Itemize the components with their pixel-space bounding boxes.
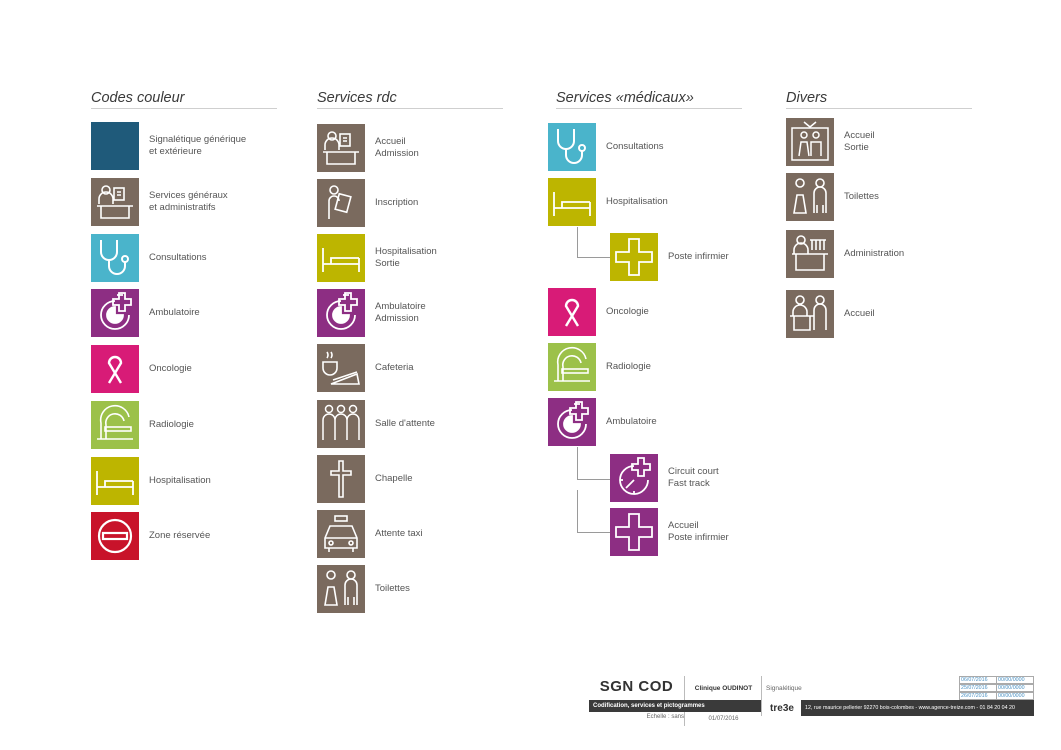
list-item [91,457,211,505]
administration-icon [786,230,834,278]
scale: Echelle : sans [646,714,684,720]
item-label: Services généraux et administratifs [149,190,228,213]
taxi-icon [317,510,365,558]
item-label: Circuit court Fast track [668,466,719,489]
stethoscope-icon [91,234,139,282]
item-label: Administration [844,248,905,259]
list-item [610,454,719,502]
bed-icon [548,178,596,226]
exit-icon [786,118,834,166]
item-label: Ambulatoire Admission [375,301,426,324]
list-item [317,455,413,503]
list-item [91,401,194,449]
item-label: Attente taxi [375,528,423,539]
item-label: Accueil Sortie [844,130,875,153]
list-item [786,290,875,338]
item-label: Radiologie [606,361,651,372]
connector-line [577,490,610,533]
list-item [317,124,419,172]
revision-code: 00/00/0000 [996,676,1034,684]
list-item [786,230,904,278]
item-label: Hospitalisation Sortie [375,246,437,269]
item-label: Signalétique générique et extérieure [149,134,247,157]
item-label: Chapelle [375,473,413,484]
toilets-icon [786,173,834,221]
connector-line [577,227,610,258]
color-swatch [91,122,139,170]
ambulatory-icon [548,398,596,446]
revision-date: 26/07/2016 [959,692,996,700]
revision-row [959,676,1034,684]
column-title: Services rdc [317,90,503,109]
medical-cross-icon [610,233,658,281]
revision-row [959,684,1034,692]
item-label: Consultations [606,141,664,152]
list-item [610,508,729,556]
bed-icon [91,457,139,505]
revision-row [959,692,1034,700]
stethoscope-icon [548,123,596,171]
no-entry-icon [91,512,139,560]
item-label: Accueil Poste infirmier [668,520,729,543]
waiting-room-icon [317,400,365,448]
item-label: Hospitalisation [149,475,211,486]
column-title: Codes couleur [91,90,277,109]
document-date: 01/07/2016 [684,712,762,726]
item-label: Accueil Admission [375,136,419,159]
desk-person-icon [317,124,365,172]
column-codes-couleur [91,90,277,541]
item-label: Cafeteria [375,362,414,373]
list-item [548,343,651,391]
radiology-icon [548,343,596,391]
revision-date: 25/07/2016 [959,684,996,692]
list-item [786,173,879,221]
list-item [317,179,418,227]
item-label: Consultations [149,252,207,263]
item-label: Hospitalisation [606,196,668,207]
fast-track-icon [610,454,658,502]
column-divers [786,90,972,319]
radiology-icon [91,401,139,449]
item-label: Poste infirmier [668,251,729,262]
ambulatory-icon [91,289,139,337]
agency-logo: tre3e [761,700,802,716]
client-name: Clinique OUDINOT [684,676,762,700]
list-item [548,178,668,226]
item-label: Toilettes [375,583,410,594]
list-item [91,512,210,560]
column-services-rdc [317,90,503,594]
document-code: SGN COD [599,678,674,695]
revision-table [959,676,1034,700]
document-type: Signalétique [761,676,866,700]
ribbon-icon [91,345,139,393]
item-label: Inscription [375,197,419,208]
item-label: Accueil [844,308,875,319]
list-item [91,345,192,393]
list-item [786,118,875,166]
list-item [317,234,437,282]
column-title: Services «médicaux» [556,90,742,109]
item-label: Ambulatoire [606,416,657,427]
connector-line [577,447,610,480]
desk-person-icon [91,178,139,226]
agency-address: 12, rue maurice pellerier 92270 bois-colombes - www.agence-treize.com - 01 84 20 04 20 [801,700,1034,716]
list-item [548,398,657,446]
item-label: Zone réservée [149,530,211,541]
clipboard-person-icon [317,179,365,227]
coffee-sandwich-icon [317,344,365,392]
list-item [317,400,435,448]
list-item [548,288,649,336]
list-item [317,510,423,558]
list-item [317,565,410,613]
item-label: Ambulatoire [149,307,200,318]
column-services-medicaux [556,90,742,543]
list-item [317,344,414,392]
item-label: Salle d'attente [375,418,435,429]
revision-code: 00/00/0000 [996,692,1034,700]
revision-code: 00/00/0000 [996,684,1034,692]
item-label: Oncologie [149,363,192,374]
list-item [548,123,664,171]
title-block [589,676,1034,728]
list-item [610,233,729,281]
list-item [91,289,200,337]
item-label: Toilettes [844,191,879,202]
ambulatory-icon [317,289,365,337]
document-subtitle: Codification, services et pictogrammes [589,700,761,712]
list-item [317,289,426,337]
list-item [91,122,246,170]
revision-date: 06/07/2016 [959,676,996,684]
list-item [91,178,228,226]
reception-icon [786,290,834,338]
ribbon-icon [548,288,596,336]
medical-cross-icon [610,508,658,556]
item-label: Oncologie [606,306,649,317]
column-title: Divers [786,90,972,109]
bed-icon [317,234,365,282]
item-label: Radiologie [149,419,194,430]
list-item [91,234,207,282]
toilets-icon [317,565,365,613]
cross-icon [317,455,365,503]
